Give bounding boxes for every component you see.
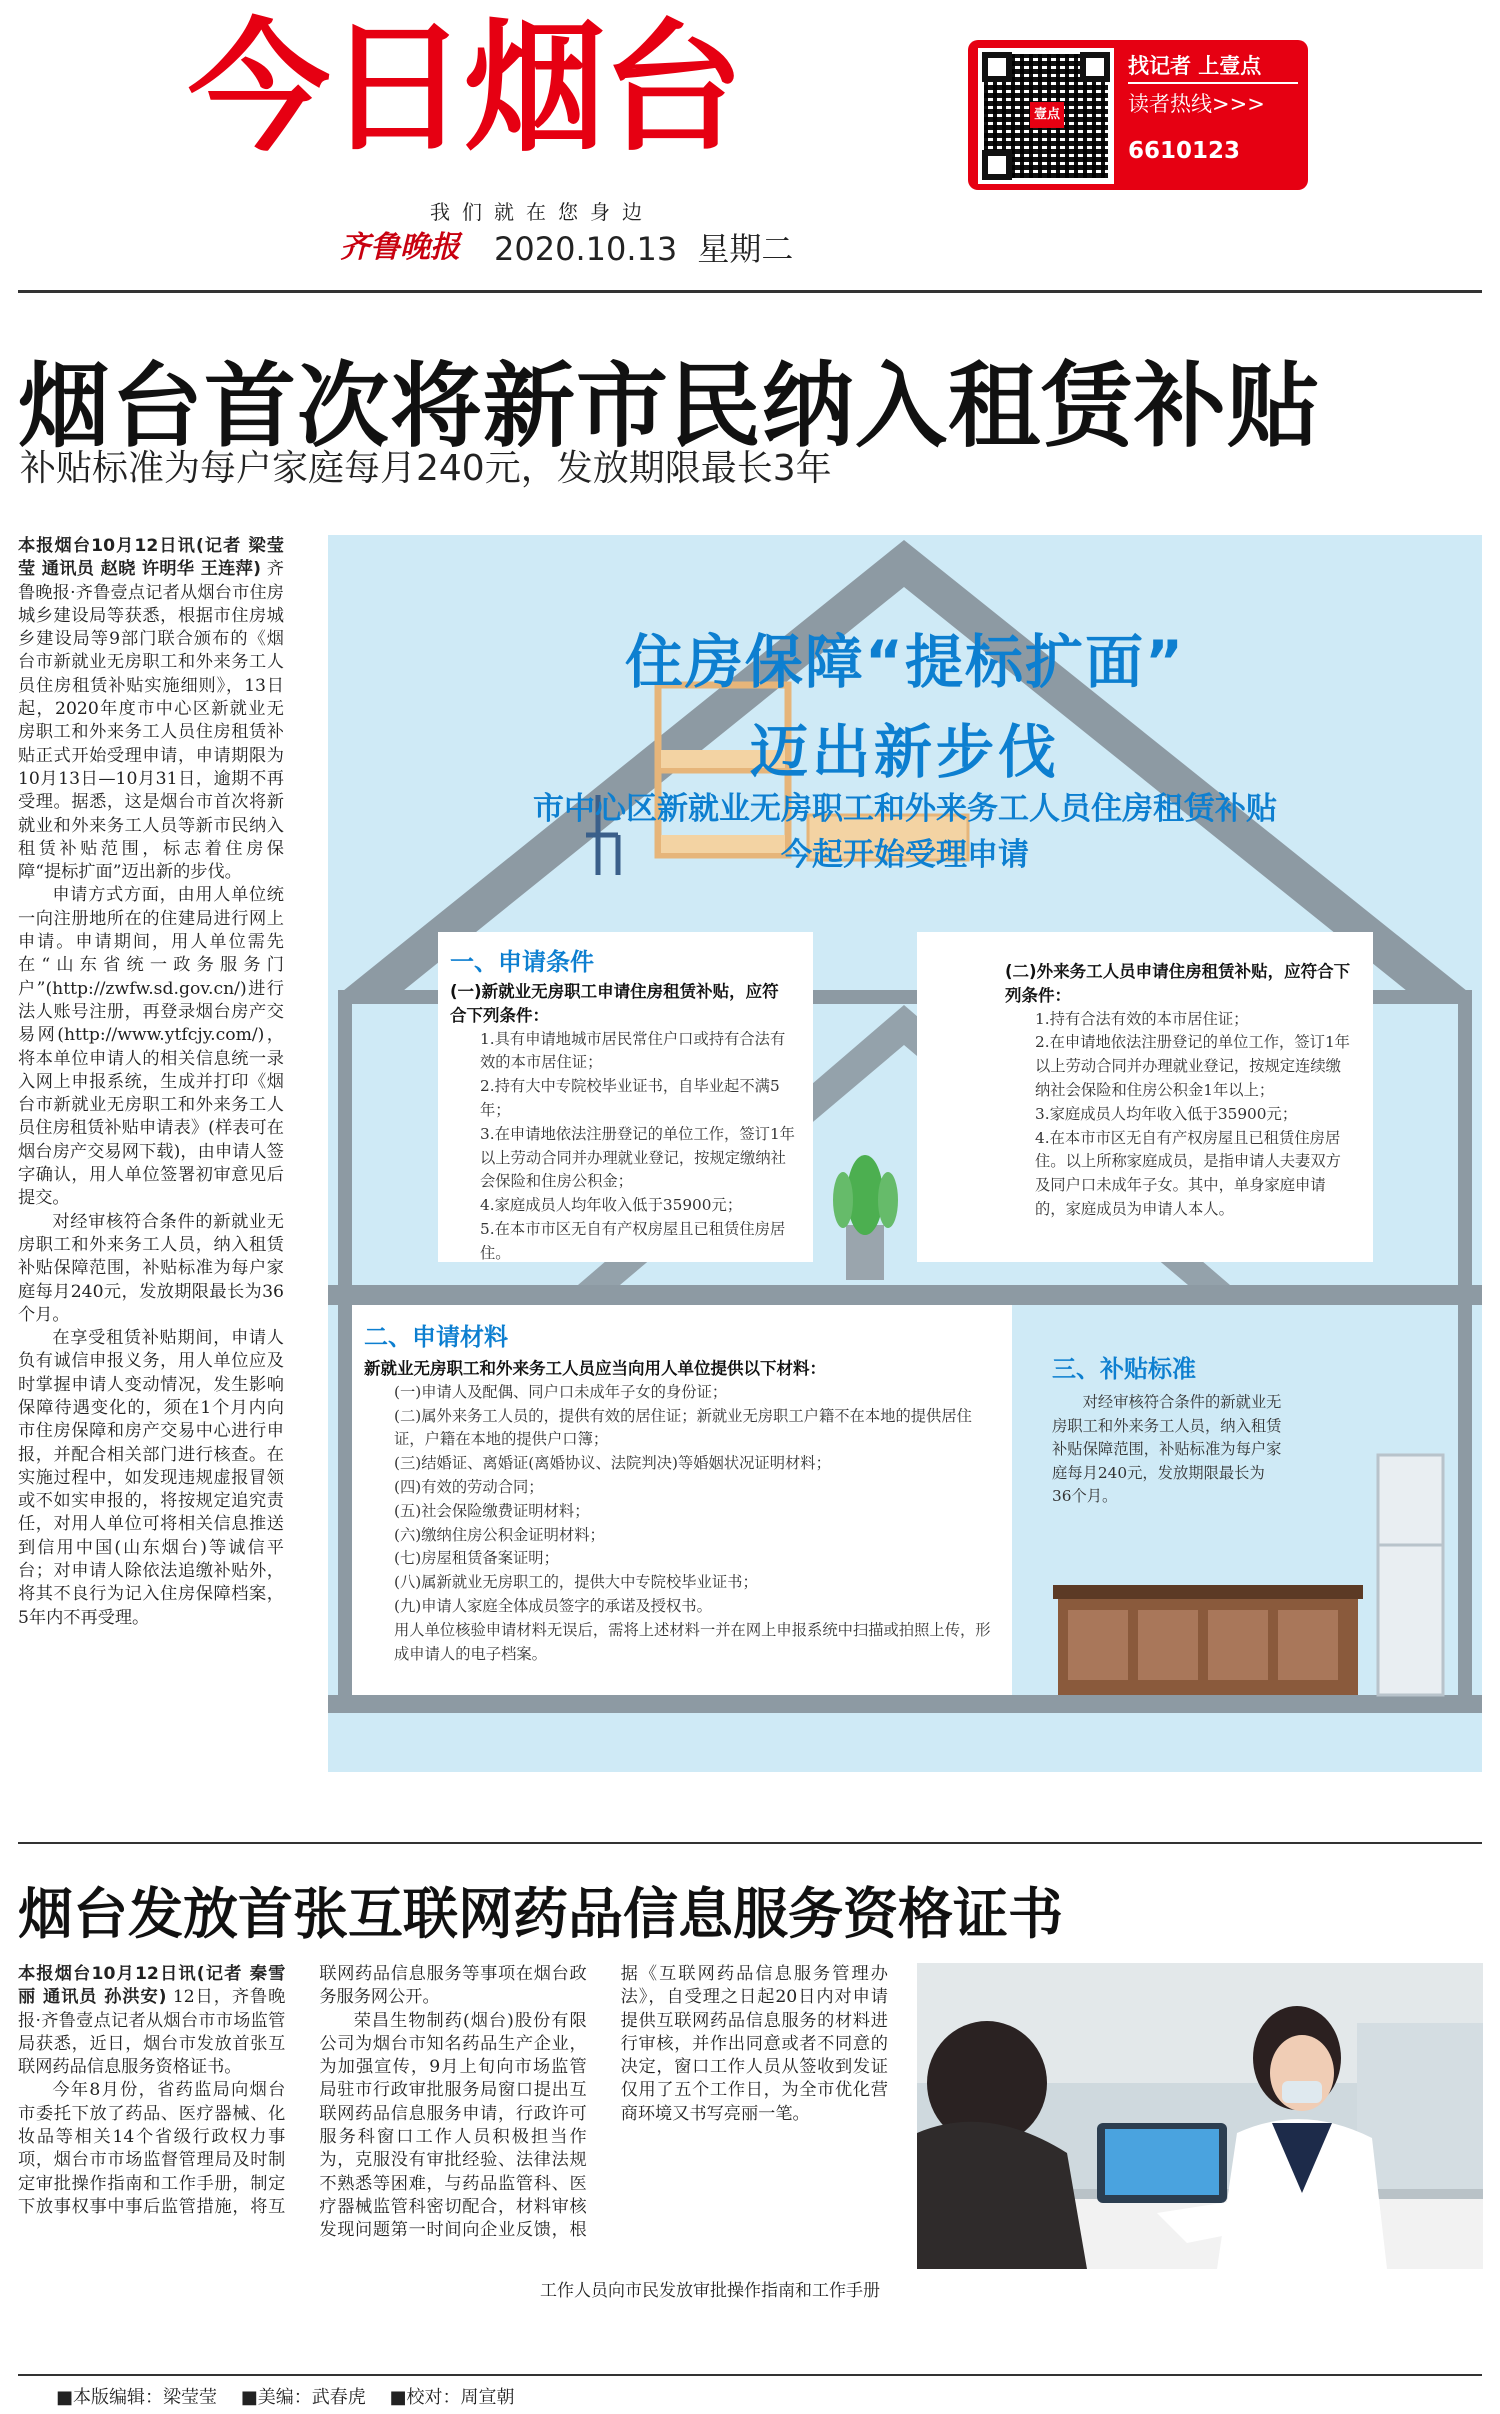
credits (56, 2383, 515, 2409)
reporter-tag: 找记者 上壹点 (1128, 54, 1262, 78)
section2-closing: 用人单位核验申请材料无误后，需将上述材料一并在网上申报系统中扫描或拍照上传，形成申请人的电子档案。 (394, 1620, 991, 1663)
infographic-subtitle-line2: 今起开始受理申请 (781, 837, 1029, 873)
slogan: 我们就在您身边 (430, 200, 654, 224)
section1-b-item: 3.家庭成员人均年收入低于35900元； (1035, 1104, 1298, 1123)
article1-byline: 本报烟台10月12日讯(记者 梁莹莹 通讯员 赵晓 许明华 王连萍) (18, 536, 284, 580)
section2-item: (六)缴纳住房公积金证明材料； (394, 1525, 605, 1544)
section3-title: 三、补贴标准 (1052, 1355, 1196, 1383)
article1-paragraph: 申请方式方面，由用人单位统一向注册地所在的住建局进行网上申请。申请期间，用人单位需先在“山东省统一政务服务门户”(http://zwfw.sd.gov.cn/)进行法人账号注册，再登录烟台房产交易网(http://www.ytfcjy.com/)，将本单位申请人的相关信息统一录入网上申报系统，生成并打印《烟台市新就业无房职工和外来务工人员住房租赁补贴申请表》(样表可在烟台房产交易网下载)，由申请人签字确认，用人单位签署初审意见后提交。 (18, 885, 284, 1209)
section1-panel-b (825, 932, 1373, 1262)
section1-a-item: 2.持有大中专院校毕业证书，自毕业起不满5年； (480, 1077, 780, 1119)
headline-2: 烟台发放首张互联网药品信息服务资格证书 (18, 1882, 1064, 1946)
qr-badge: 壹点 (1030, 102, 1064, 128)
credit-proofreader: ■校对：周宣朝 (389, 2387, 515, 2408)
headline-1: 烟台首次将新市民纳入租赁补贴 (18, 353, 1321, 460)
section1-panel-a (438, 932, 813, 1262)
section1-title: 一、申请条件 (450, 948, 594, 976)
section2-item: (九)申请人家庭全体成员签字的承诺及授权书。 (394, 1596, 712, 1615)
hotline-divider (1128, 82, 1298, 84)
masthead-rule (18, 290, 1482, 293)
section2-item: (七)房屋租赁备案证明； (394, 1549, 559, 1568)
section1-b-item: 2.在申请地依法注册登记的单位工作，签订1年以上劳动合同并办理就业登记，按规定连续缴纳社会保险和住房公积金1年以上； (1035, 1033, 1350, 1099)
subheadline-1: 补贴标准为每户家庭每月240元，发放期限最长3年 (20, 448, 832, 489)
newspaper-logo: 今日烟台 (188, 6, 740, 171)
section1-a-item: 5.在本市市区无自有产权房屋且已租赁住房居住。 (480, 1219, 786, 1262)
weekday: 星期二 (697, 230, 794, 268)
section1-b-item: 4.在本市市区无自有产权房屋且已租赁住房居住。以上所称家庭成员，是指申请人夫妻双方及同户口未成年子女。其中，单身家庭申请的，家庭成员为申请人本人。 (1035, 1128, 1341, 1218)
date-value: 2020.10.13 (494, 230, 678, 268)
section1-a-item: 1.具有申请地城市居民常住户口或持有合法有效的本市居住证； (480, 1029, 786, 1072)
section1-a-heading: (一)新就业无房职工申请住房租赁补贴，应符合下列条件： (450, 982, 779, 1025)
section2-item: (八)属新就业无房职工的，提供大中专院校毕业证书； (394, 1573, 758, 1592)
housing-infographic (328, 535, 1482, 1772)
section3-text: 对经审核符合条件的新就业无房职工和外来务工人员，纳入租赁补贴保障范围，补贴标准为每户家庭每月240元，发放期限最长为36个月。 (1052, 1393, 1282, 1505)
office-photo-illustration (917, 1963, 1483, 2269)
section2-panel (352, 1305, 1012, 1695)
credit-editor: ■本版编辑：梁莹莹 (56, 2387, 218, 2408)
section2-item: (三)结婚证、离婚证(离婚协议、法院判决)等婚姻状况证明材料； (394, 1454, 831, 1473)
credit-designer: ■美编：武春虎 (240, 2387, 366, 2408)
article2-body (18, 1963, 888, 2263)
article2-byline: 本报烟台10月12日讯(记者 秦雪丽 通讯员 孙洪安) (18, 1964, 286, 2008)
infographic-subtitle-line1: 市中心区新就业无房职工和外来务工人员住房租赁补贴 (533, 791, 1277, 827)
article1-body (18, 535, 284, 1735)
issue-date (494, 224, 793, 270)
hotline-label: 读者热线>>> (1128, 92, 1265, 116)
infographic-title-line1: 住房保障“提标扩面” (624, 628, 1186, 696)
article1-paragraph: 齐鲁晚报·齐鲁壹点记者从烟台市住房城乡建设局等获悉，根据市住房城乡建设局等9部门联合颁布的《烟台市新就业无房职工和外来务工人员住房租赁补贴实施细则》，13日起，2020年度市中心区新就业无房职工和外来务工人员住房租赁补贴正式开始受理申请，申请期限为10月13日—10月31日，逾期不再受理。据悉，这是烟台市首次将新就业和外来务工人员等新市民纳入租赁补贴范围，标志着住房保障“提标扩面”迈出新的步伐。 (18, 559, 284, 883)
section1-a-item: 4.家庭成员人均年收入低于35900元； (480, 1196, 743, 1215)
infographic-title-line2: 迈出新步伐 (749, 718, 1060, 786)
section1-a-item: 3.在申请地依法注册登记的单位工作，签订1年以上劳动合同并办理就业登记，按规定缴纳社会保险和住房公积金； (480, 1124, 795, 1191)
section2-item: (一)申请人及配偶、同户口未成年子女的身份证； (394, 1382, 728, 1401)
section2-heading: 新就业无房职工和外来务工人员应当向用人单位提供以下材料： (364, 1359, 826, 1378)
section2-item: (二)属外来务工人员的，提供有效的居住证；新就业无房职工户籍不在本地的提供居住证，户籍在本地的提供户口簿； (394, 1406, 972, 1449)
article1-paragraph: 对经审核符合条件的新就业无房职工和外来务工人员，纳入租赁补贴保障范围，补贴标准为每户家庭每月240元，发放期限最长为36个月。 (18, 1211, 284, 1325)
section3-panel (1046, 1305, 1458, 1695)
article-divider (18, 1842, 1482, 1844)
footer-rule (18, 2374, 1482, 2376)
hotline-number: 6610123 (1128, 138, 1241, 164)
article2-paragraph: 荣昌生物制药(烟台)股份有限公司为烟台市知名药品生产企业，为加强宣传，9月上旬向市场监管局驻市行政审批服务局窗口提出互联网药品信息服务申请，行政许可服务科窗口工作人员积极担当作为，克服没有审批经验、法律法规不熟悉等困难，与药品监管科、医疗器械监管科密切配合，材料审核发现问题第一时间向企业反馈，根据《互联网药品信息服务管理办法》，自受理之日起20日内对申请提供互联网药品信息服务的材料进行审核，并作出同意或者不同意的决定，窗口工作人员从签收到发证仅用了五个工作日，为全市优化营商环境又书写亮丽一笔。 (319, 1964, 888, 2241)
section2-title: 二、申请材料 (364, 1323, 508, 1351)
article2-paragraph: 12日，齐鲁晚报·齐鲁壹点记者从烟台市市场监管局获悉，近日，烟台市发放首张互联网药品信息服务资格证书。 (18, 1987, 286, 2078)
section1-b-heading: (二)外来务工人员申请住房租赁补贴，应符合下列条件： (1005, 962, 1351, 1005)
article1-paragraph: 在享受租赁补贴期间，申请人负有诚信申报义务，用人单位应及时掌握申请人变动情况，发生影响保障待遇变化的，须在1个月内向市住房保障和房产交易中心进行申报，并配合相关部门进行核查。在实施过程中，如发现违规虚报冒领或不如实申报的，将按规定追究责任，对用人单位可将相关信息推送到信用中国(山东烟台)等诚信平台；对申请人除依法追缴补贴外，将其不良行为记入住房保障档案，5年内不再受理。 (18, 1328, 284, 1628)
article2-paragraph: 今年8月份，省药监局向烟台市委托下放了药品、医疗器械、化妆品等相关14个省级行政权力事项，烟台市市场监督管理局及时制定审批操作指南和工作手册，制定下放事权事中事后监管措施，将互联网药品信息服务等事项在烟台政务服务网公开。 (18, 1964, 587, 2217)
photo-caption: 工作人员向市民发放审批操作指南和工作手册 (540, 2281, 880, 2301)
office-photo (917, 1963, 1483, 2269)
qr-code-icon[interactable] (978, 48, 1114, 184)
section2-item: (五)社会保险缴费证明材料； (394, 1501, 590, 1520)
section1-b-item: 1.持有合法有效的本市居住证； (1035, 1009, 1249, 1028)
section2-item: (四)有效的劳动合同； (394, 1477, 544, 1496)
brand-signature: 齐鲁晚报 (340, 230, 460, 265)
